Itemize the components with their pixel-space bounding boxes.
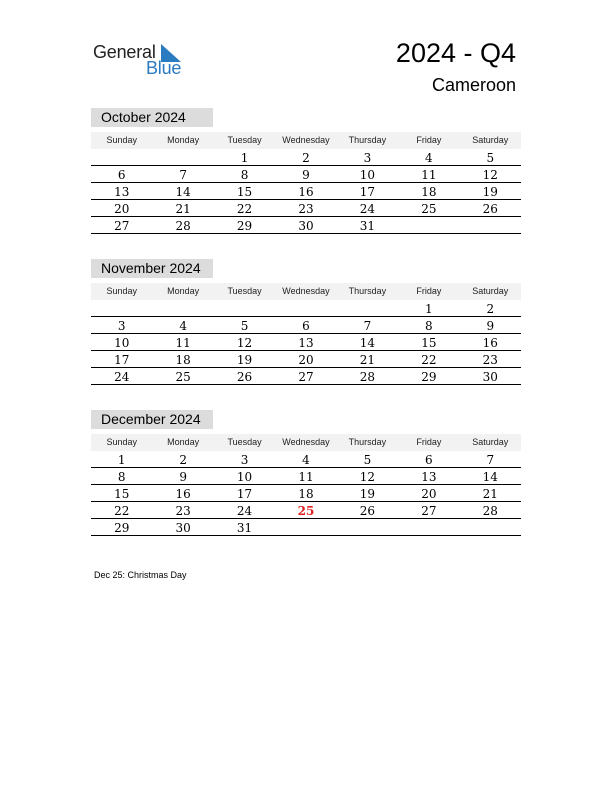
day-cell: 6 bbox=[398, 451, 459, 468]
page-title: 2024 - Q4 bbox=[395, 38, 516, 68]
country-name: Cameroon bbox=[431, 75, 516, 95]
day-cell: 29 bbox=[214, 217, 275, 234]
day-cell: 4 bbox=[398, 149, 459, 166]
day-cell: 27 bbox=[275, 368, 336, 385]
day-cell: 4 bbox=[152, 317, 213, 334]
empty-day-cell bbox=[91, 300, 152, 317]
day-cell: 25 bbox=[398, 200, 459, 217]
day-cell: 2 bbox=[275, 149, 336, 166]
day-cell: 27 bbox=[91, 217, 152, 234]
weekday-header bbox=[91, 132, 521, 149]
weekday-label: Monday bbox=[167, 135, 200, 145]
weekday-header bbox=[91, 434, 521, 451]
day-cell: 22 bbox=[398, 351, 459, 368]
day-cell: 9 bbox=[460, 317, 521, 334]
day-cell: 6 bbox=[275, 317, 336, 334]
empty-day-cell bbox=[152, 300, 213, 317]
holiday-note: Dec 25: Christmas Day bbox=[94, 570, 187, 580]
day-cell: 29 bbox=[91, 519, 152, 536]
day-cell: 21 bbox=[152, 200, 213, 217]
empty-day-cell bbox=[275, 519, 336, 536]
empty-day-cell bbox=[398, 519, 459, 536]
weekday-label: Friday bbox=[416, 286, 442, 296]
day-cell: 17 bbox=[214, 485, 275, 502]
day-cell: 29 bbox=[398, 368, 459, 385]
day-cell: 2 bbox=[152, 451, 213, 468]
day-cell: 9 bbox=[152, 468, 213, 485]
day-cell: 11 bbox=[398, 166, 459, 183]
day-cell: 5 bbox=[214, 317, 275, 334]
day-cell: 22 bbox=[91, 502, 152, 519]
day-cell: 8 bbox=[91, 468, 152, 485]
day-cell: 25 bbox=[275, 502, 336, 519]
holiday-notes bbox=[94, 570, 187, 580]
day-cell: 24 bbox=[91, 368, 152, 385]
weekday-label: Saturday bbox=[472, 135, 509, 145]
day-cell: 28 bbox=[337, 368, 398, 385]
weekday-label: Tuesday bbox=[227, 135, 262, 145]
empty-day-cell bbox=[91, 149, 152, 166]
empty-day-cell bbox=[337, 519, 398, 536]
day-cell: 21 bbox=[337, 351, 398, 368]
weekday-label: Friday bbox=[416, 135, 442, 145]
day-cell: 22 bbox=[214, 200, 275, 217]
empty-day-cell bbox=[398, 217, 459, 234]
day-cell: 10 bbox=[337, 166, 398, 183]
day-cell: 14 bbox=[460, 468, 521, 485]
day-cell: 13 bbox=[91, 183, 152, 200]
day-cell: 18 bbox=[275, 485, 336, 502]
weekday-label: Wednesday bbox=[282, 286, 330, 296]
weekday-label: Monday bbox=[167, 286, 200, 296]
weekday-label: Wednesday bbox=[282, 135, 330, 145]
day-cell: 28 bbox=[152, 217, 213, 234]
day-cell: 11 bbox=[275, 468, 336, 485]
day-cell: 31 bbox=[337, 217, 398, 234]
day-cell: 5 bbox=[337, 451, 398, 468]
day-cell: 17 bbox=[91, 351, 152, 368]
day-cell: 11 bbox=[152, 334, 213, 351]
day-cell: 31 bbox=[214, 519, 275, 536]
day-cell: 25 bbox=[152, 368, 213, 385]
day-cell: 12 bbox=[214, 334, 275, 351]
day-cell: 19 bbox=[214, 351, 275, 368]
day-cell: 26 bbox=[337, 502, 398, 519]
day-cell: 8 bbox=[398, 317, 459, 334]
day-cell: 19 bbox=[337, 485, 398, 502]
month-title: December 2024 bbox=[91, 410, 213, 429]
logo-text-blue: Blue bbox=[146, 58, 182, 78]
day-cell: 20 bbox=[398, 485, 459, 502]
weekday-label: Sunday bbox=[106, 286, 137, 296]
day-cell: 23 bbox=[152, 502, 213, 519]
day-cell: 1 bbox=[91, 451, 152, 468]
weekday-label: Saturday bbox=[472, 286, 509, 296]
empty-day-cell bbox=[152, 149, 213, 166]
day-cell: 16 bbox=[275, 183, 336, 200]
day-cell: 30 bbox=[460, 368, 521, 385]
day-grid bbox=[91, 451, 521, 536]
day-cell: 26 bbox=[214, 368, 275, 385]
day-cell: 10 bbox=[91, 334, 152, 351]
weekday-label: Wednesday bbox=[282, 437, 330, 447]
day-cell: 19 bbox=[460, 183, 521, 200]
day-cell: 10 bbox=[214, 468, 275, 485]
day-cell: 30 bbox=[152, 519, 213, 536]
day-cell: 14 bbox=[337, 334, 398, 351]
day-cell: 1 bbox=[214, 149, 275, 166]
day-cell: 24 bbox=[214, 502, 275, 519]
day-cell: 2 bbox=[460, 300, 521, 317]
day-cell: 23 bbox=[275, 200, 336, 217]
month-november bbox=[91, 259, 521, 385]
day-cell: 4 bbox=[275, 451, 336, 468]
day-cell: 28 bbox=[460, 502, 521, 519]
day-cell: 26 bbox=[460, 200, 521, 217]
day-cell: 1 bbox=[398, 300, 459, 317]
day-cell: 27 bbox=[398, 502, 459, 519]
day-cell: 18 bbox=[152, 351, 213, 368]
day-cell: 20 bbox=[275, 351, 336, 368]
weekday-label: Sunday bbox=[106, 437, 137, 447]
day-cell: 3 bbox=[91, 317, 152, 334]
day-grid bbox=[91, 300, 521, 385]
day-cell: 17 bbox=[337, 183, 398, 200]
day-cell: 14 bbox=[152, 183, 213, 200]
logo-text-general: General bbox=[93, 42, 156, 62]
day-grid bbox=[91, 149, 521, 234]
day-cell: 15 bbox=[91, 485, 152, 502]
day-cell: 16 bbox=[460, 334, 521, 351]
month-december bbox=[91, 410, 521, 536]
weekday-label: Saturday bbox=[472, 437, 509, 447]
day-cell: 15 bbox=[398, 334, 459, 351]
weekday-header bbox=[91, 283, 521, 300]
month-title: October 2024 bbox=[91, 108, 213, 127]
day-cell: 3 bbox=[337, 149, 398, 166]
empty-day-cell bbox=[337, 300, 398, 317]
day-cell: 21 bbox=[460, 485, 521, 502]
day-cell: 9 bbox=[275, 166, 336, 183]
weekday-label: Tuesday bbox=[227, 437, 262, 447]
weekday-label: Tuesday bbox=[227, 286, 262, 296]
day-cell: 7 bbox=[460, 451, 521, 468]
weekday-label: Sunday bbox=[106, 135, 137, 145]
day-cell: 7 bbox=[152, 166, 213, 183]
month-october bbox=[91, 108, 521, 234]
generalblue-logo bbox=[93, 42, 193, 78]
day-cell: 12 bbox=[460, 166, 521, 183]
day-cell: 23 bbox=[460, 351, 521, 368]
empty-day-cell bbox=[214, 300, 275, 317]
day-cell: 3 bbox=[214, 451, 275, 468]
day-cell: 30 bbox=[275, 217, 336, 234]
empty-day-cell bbox=[275, 300, 336, 317]
day-cell: 8 bbox=[214, 166, 275, 183]
weekday-label: Monday bbox=[167, 437, 200, 447]
day-cell: 16 bbox=[152, 485, 213, 502]
day-cell: 12 bbox=[337, 468, 398, 485]
day-cell: 6 bbox=[91, 166, 152, 183]
weekday-label: Thursday bbox=[348, 437, 387, 447]
day-cell: 13 bbox=[275, 334, 336, 351]
weekday-label: Thursday bbox=[348, 135, 387, 145]
day-cell: 7 bbox=[337, 317, 398, 334]
weekday-label: Thursday bbox=[348, 286, 387, 296]
month-title: November 2024 bbox=[91, 259, 213, 278]
day-cell: 24 bbox=[337, 200, 398, 217]
day-cell: 20 bbox=[91, 200, 152, 217]
empty-day-cell bbox=[460, 217, 521, 234]
day-cell: 18 bbox=[398, 183, 459, 200]
weekday-label: Friday bbox=[416, 437, 442, 447]
empty-day-cell bbox=[460, 519, 521, 536]
day-cell: 5 bbox=[460, 149, 521, 166]
day-cell: 13 bbox=[398, 468, 459, 485]
day-cell: 15 bbox=[214, 183, 275, 200]
